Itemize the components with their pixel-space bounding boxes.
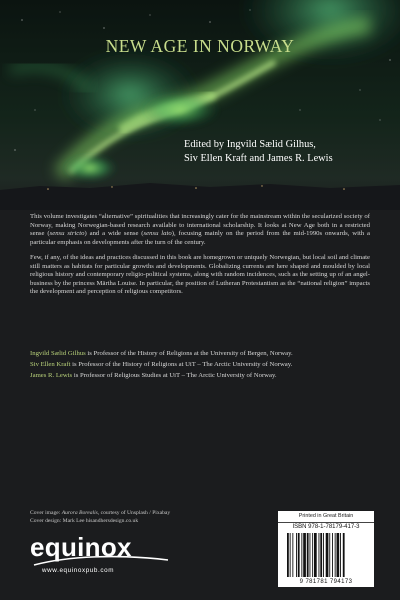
cover-image-credit (30, 509, 230, 517)
contributor-bios (30, 349, 375, 381)
aurora-sky-illustration (0, 0, 400, 210)
bio-text: is Professor of the History of Religions at the University of Bergen, Norway. (85, 350, 293, 357)
printed-in-label: Printed in Great Britain (278, 511, 374, 523)
description-paragraph-1 (30, 213, 370, 247)
equinox-logo (28, 532, 188, 580)
cover-credits (30, 509, 230, 525)
bio-gilhus (30, 349, 375, 360)
barcode-icon (287, 533, 365, 577)
latin-term: sensu lato (143, 230, 172, 238)
text-run: , courtesy of Unsplash / Pixabay (97, 510, 171, 516)
publisher-url: www.equinoxpub.com (42, 567, 115, 574)
text-run: ) and a wide sense ( (84, 230, 144, 238)
description-paragraph-2: Few, if any, of the ideas and practices discussed in this book are homegrown or uniquely Norwegian, but local soil and climate still matters as habitats for particular growths and developments. Globalizing currents are here shaped and moulded by local religious history and contemporary religio-political systems, along with random incidences, such as the setting up of an angel-business by the princess Märtha Louise. In particular, the position of Lutheran Protestantism as the “national religion” impacts the development and perception of religious competitors. (30, 254, 370, 296)
cover-design-credit: Cover design: Mark Lee hisandhersdesign.co.uk (30, 518, 139, 524)
publisher-name: equinox (30, 532, 132, 562)
book-description (30, 213, 370, 297)
barcode-panel (278, 511, 374, 587)
bio-lewis (30, 371, 375, 382)
isbn-label: ISBN 978-1-78179-417-3 (292, 524, 360, 530)
bio-name: James R. Lewis (30, 371, 73, 379)
latin-term: sensu stricto (49, 230, 85, 238)
text-run: ), focusing mainly on the period from the mid-1990s onwards, with a particular emphasis on developments after the turn of the century. (30, 230, 371, 246)
text-run: Cover image: (30, 510, 62, 516)
text-run: This volume investigates “alternative” spiritualities that increasingly cater for the mainstream within the secularized society of Norway, making Norwegian-based research available to international scholarship. It looks at New Age both in a restricted sense ( (30, 213, 370, 238)
book-title: NEW AGE IN NORWAY (105, 36, 295, 56)
editors-credit (184, 138, 384, 166)
image-title: Aurora Borealis (61, 510, 98, 516)
bio-text: is Professor of Religious Studies at UiT – The Arctic University of Norway. (72, 371, 277, 379)
bio-kraft (30, 360, 375, 371)
bio-text: is Professor of the History of Religions at UiT – The Arctic University of Norway. (70, 360, 293, 368)
editors-line-1: Edited by Ingvild Sælid Gilhus, (184, 139, 316, 150)
bio-name: Ingvild Sælid Gilhus (30, 350, 86, 357)
barcode-digits: 9 781781 794173 (299, 579, 353, 585)
bio-name: Siv Ellen Kraft (30, 360, 71, 368)
editors-line-2: Siv Ellen Kraft and James R. Lewis (184, 153, 333, 165)
